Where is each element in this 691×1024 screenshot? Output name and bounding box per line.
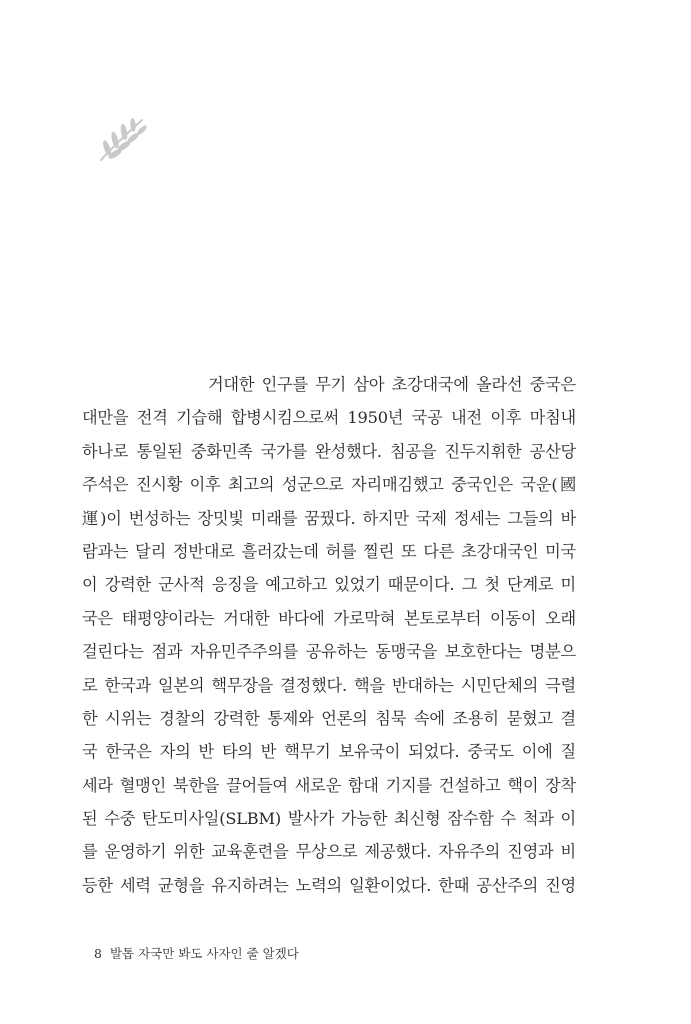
body-text — [82, 368, 576, 902]
text-line: 運)이 번성하는 장밋빛 미래를 꿈꿨다. 하지만 국제 정세는 그들의 바 — [82, 508, 576, 528]
text-line: 람과는 달리 정반대로 흘러갔는데 허를 찔린 또 다른 초강대국인 미국 — [82, 541, 576, 561]
text-line: 이 강력한 군사적 응징을 예고하고 있었기 때문이다. 그 첫 단계로 미 — [82, 575, 576, 595]
page-number: 8 — [94, 946, 102, 961]
text-line: 된 수중 탄도미사일(SLBM) 발사가 가능한 최신형 잠수함 수 척과 이 — [82, 809, 576, 829]
text-line: 한 시위는 경찰의 강력한 통제와 언론의 침묵 속에 조용히 묻혔고 결 — [82, 708, 576, 728]
text-line: 주석은 진시황 이후 최고의 성군으로 자리매김했고 중국인은 국운(國 — [82, 475, 576, 495]
text-line: 등한 세력 균형을 유지하려는 노력의 일환이었다. 한때 공산주의 진영 — [82, 875, 576, 895]
running-title: 발톱 자국만 봐도 사자인 줄 알겠다 — [109, 946, 299, 961]
text-line: 하나로 통일된 중화민족 국가를 완성했다. 침공을 진두지휘한 공산당 — [82, 441, 576, 461]
text-line: 대만을 전격 기습해 합병시킴으로써 1950년 국공 내전 이후 마침내 — [82, 408, 576, 428]
page-footer — [94, 944, 299, 962]
text-line: 국은 태평양이라는 거대한 바다에 가로막혀 본토로부터 이동이 오래 — [82, 608, 576, 628]
text-line: 로 한국과 일본의 핵무장을 결정했다. 핵을 반대하는 시민단체의 극렬 — [82, 675, 576, 695]
text-line: 국 한국은 자의 반 타의 반 핵무기 보유국이 되었다. 중국도 이에 질 — [82, 742, 576, 762]
text-line: 세라 혈맹인 북한을 끌어들여 새로운 함대 기지를 건설하고 핵이 장착 — [82, 775, 576, 795]
laurel-branch-icon — [98, 116, 148, 162]
text-line: 걸린다는 점과 자유민주주의를 공유하는 동맹국을 보호한다는 명분으 — [82, 642, 576, 662]
text-line: 거대한 인구를 무기 삼아 초강대국에 올라선 중국은 — [208, 375, 576, 394]
text-line: 를 운영하기 위한 교육훈련을 무상으로 제공했다. 자유주의 진영과 비 — [82, 842, 576, 862]
